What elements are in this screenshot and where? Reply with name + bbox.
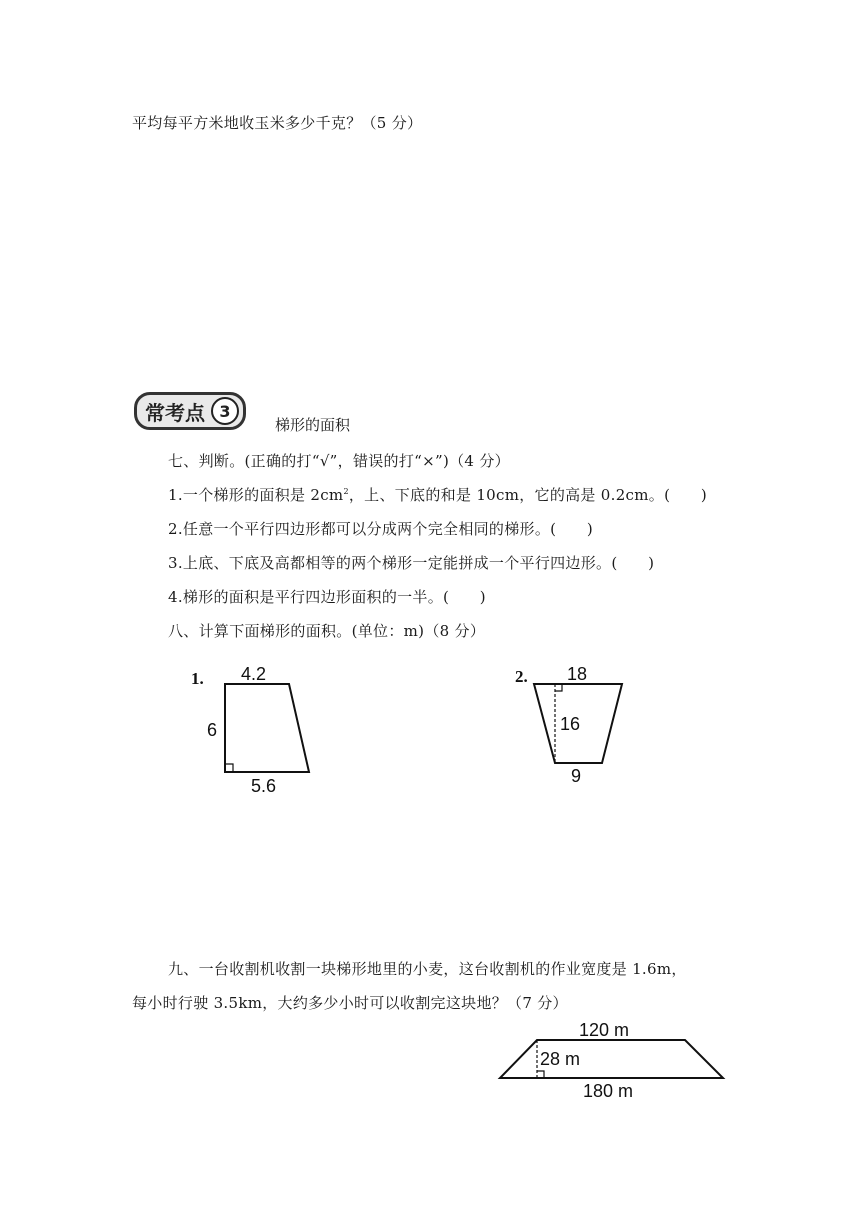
figure-2-top-label: 18	[567, 664, 588, 684]
q8-title: 八、计算下面梯形的面积。(单位：m)（8 分）	[168, 622, 486, 640]
field-bottom-label: 180 m	[583, 1081, 634, 1101]
figure-1-bottom-label: 5.6	[251, 776, 277, 796]
q9-line-1: 九、一台收割机收割一块梯形地里的小麦，这台收割机的作业宽度是 1.6m，	[168, 960, 687, 978]
trapezoid-figure-2	[512, 658, 642, 788]
field-trapezoid-figure	[495, 1020, 735, 1110]
figure-2-bottom-label: 9	[571, 766, 582, 786]
badge-number: 3	[211, 397, 239, 425]
figure-1-top-label: 4.2	[241, 664, 267, 684]
q7-item-1-text-b: ，上、下底的和是 10cm，它的高是 0.2cm。( )	[348, 486, 707, 504]
q7-item-1	[168, 484, 707, 505]
field-top-label: 120 m	[579, 1020, 630, 1040]
badge-text: 常考点	[145, 400, 205, 425]
right-angle-mark	[537, 1071, 544, 1078]
q7-item-3: 3.上底、下底及高都相等的两个梯形一定能拼成一个平行四边形。( )	[168, 554, 655, 572]
q7-item-1-text-a: 1.一个梯形的面积是 2cm	[168, 486, 344, 504]
section-topic: 梯形的面积	[275, 416, 351, 434]
badge-box	[134, 392, 246, 430]
q9-line-2: 每小时行驶 3.5km，大约多少小时可以收割完这块地？（7 分）	[132, 994, 568, 1012]
figure-2-number: 2.	[515, 667, 528, 686]
trapezoid-shape	[500, 1040, 723, 1078]
q7-item-2: 2.任意一个平行四边形都可以分成两个完全相同的梯形。( )	[168, 520, 594, 538]
right-angle-mark	[555, 684, 562, 691]
section-badge	[134, 392, 246, 430]
trapezoid-shape	[225, 684, 309, 772]
q7-item-4: 4.梯形的面积是平行四边形面积的一半。( )	[168, 588, 486, 606]
figure-2-height-label: 16	[560, 714, 581, 734]
figure-1-height-label: 6	[207, 720, 218, 740]
trapezoid-figure-1	[185, 658, 335, 798]
q7-item-1-sup: 2	[343, 487, 349, 496]
right-angle-mark	[225, 764, 233, 772]
field-height-label: 28 m	[540, 1049, 581, 1069]
q7-title: 七、判断。(正确的打“√”，错误的打“×”)（4 分）	[168, 452, 510, 470]
question-text: 平均每平方米地收玉米多少千克？（5 分）	[132, 114, 423, 132]
figure-1-number: 1.	[191, 669, 204, 688]
